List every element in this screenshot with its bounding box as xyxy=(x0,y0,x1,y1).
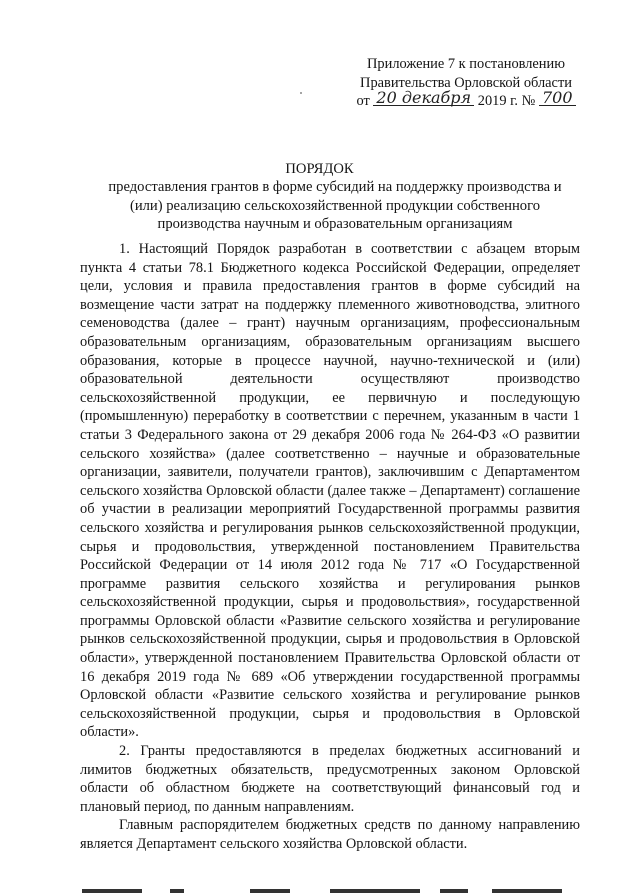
handwritten-date: 20 декабря xyxy=(373,91,474,106)
paragraph-2: 2. Гранты предоставляются в пределах бюджетных ассигнований и лимитов бюджетных обязательств, предусмотренных законом Орловской области об областном бюджете на соответствующий финансовый год и плановый период, по данным направлениям. xyxy=(80,743,580,815)
handwritten-number: 700 xyxy=(539,91,576,106)
appendix-line-1: Приложение 7 к постановлению xyxy=(367,56,565,72)
paragraph-1: 1. Настоящий Порядок разработан в соответствии с абзацем вторым пункта 4 статьи 78.1 Бюджетного кодекса Российской Федерации, определяет цели, условия и правила предоставления грантов в форме субсидий на возмещение части затрат на поддержку племенного животноводства, элитного семеноводства (далее – грант) научным организациям, профессиональным образовательным организациям, образовательным организациям высшего образования, которые в процессе научной, научно-технической и (или) образовательной деятельности осуществляют производство сельскохозяйственной продукции, ее первичную и последующую (промышленную) переработку в соответствии с перечнем, указанным в части 1 статьи 3 Федерального закона от 29 декабря 2006 года № 264-ФЗ «О развитии сельского хозяйства» (далее соответственно – научные и образовательные организации, заявители, получатели грантов), заключившим с Департаментом сельского хозяйства Орловской области (далее также – Департамент) соглашение об участии в реализации мероприятий Государственной программы развития сельского хозяйства и регулирования рынков сельскохозяйственной продукции, сырья и продовольствия, утвержденной постановлением Правительства Российской Федерации от 14 июля 2012 года № 717 «О Государственной программе развития сельского хозяйства и регулирования рынков сельскохозяйственной продукции, сырья и продовольствия», государственной программы Орловской области «Развитие сельского хозяйства и регулирование рынков сельскохозяйственной продукции, сырья и продовольствия в Орловской области», утвержденной постановлением Правительства Орловской области от 16 декабря 2019 года № 689 «Об утверждении государственной программы Орловской области «Развитие сельского хозяйства и регулирование рынков сельскохозяйственной продукции, сырья и продовольствия в Орловской области». xyxy=(80,241,580,741)
scan-speck xyxy=(300,92,302,94)
appendix-line-2: Правительства Орловской области xyxy=(360,74,572,91)
from-label: от xyxy=(356,93,370,109)
appendix-line-3 xyxy=(350,88,582,111)
appendix-header xyxy=(350,55,582,111)
year-text: 2019 г. № xyxy=(477,93,536,109)
paragraph-3: Главным распорядителем бюджетных средств по данному направлению является Департамент сельского хозяйства Орловской области. xyxy=(80,817,580,852)
document-body xyxy=(80,240,580,854)
document-subtitle: предоставления грантов в форме субсидий на поддержку производства и (или) реализацию сельскохозяйственной продукции собственного производства научным и образовательным организациям xyxy=(108,179,562,232)
scan-edge-artifact xyxy=(0,886,639,896)
document-title: ПОРЯДОК xyxy=(285,161,354,177)
